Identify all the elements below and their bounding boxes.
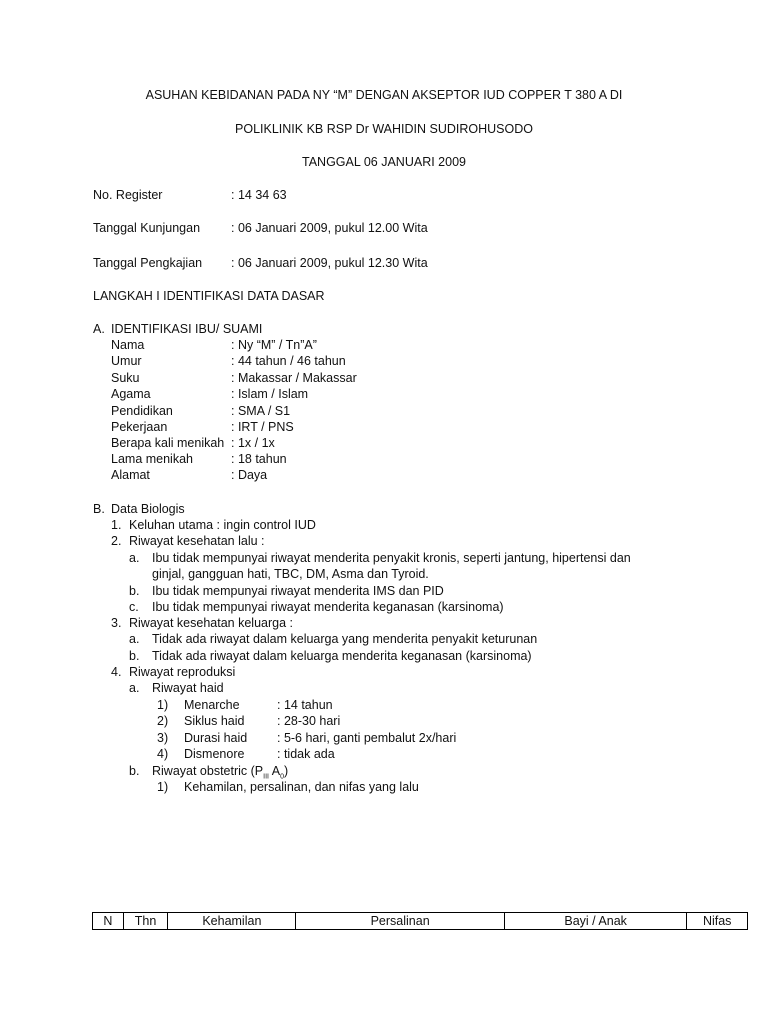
table-header-cell: Persalinan	[296, 913, 505, 930]
identity-label: Alamat	[111, 468, 150, 482]
step-title: LANGKAH I IDENTIFIKASI DATA DASAR	[93, 289, 325, 303]
list-number: 1)	[157, 780, 169, 794]
list-number: 3)	[157, 731, 169, 745]
menstrual-label: Durasi haid	[184, 731, 248, 745]
obstetric-para-subscript: III	[263, 773, 269, 781]
family-health-heading: Riwayat kesehatan keluarga :	[129, 616, 293, 630]
table-header-row	[93, 913, 748, 930]
identity-value: : 44 tahun / 46 tahun	[231, 354, 346, 368]
register-value: : 14 34 63	[231, 188, 287, 202]
family-health-item: Tidak ada riwayat dalam keluarga menderita keganasan (karsinoma)	[152, 649, 532, 663]
family-health-item: Tidak ada riwayat dalam keluarga yang menderita penyakit keturunan	[152, 632, 538, 646]
past-health-item: Ibu tidak mempunyai riwayat menderita penyakit kronis, seperti jantung, hipertensi dan	[152, 551, 631, 565]
menstrual-label: Siklus haid	[184, 714, 245, 728]
section-b-title: Data Biologis	[111, 502, 185, 516]
menstrual-value: : 5-6 hari, ganti pembalut 2x/hari	[277, 731, 457, 745]
sub-marker: b.	[129, 649, 140, 663]
main-complaint: Keluhan utama : ingin control IUD	[129, 518, 316, 532]
menstrual-value: : 14 tahun	[277, 698, 333, 712]
identity-label: Umur	[111, 354, 142, 368]
section-a-marker: A.	[93, 322, 105, 336]
sub-marker: a.	[129, 551, 140, 565]
section-a-title: IDENTIFIKASI IBU/ SUAMI	[111, 322, 263, 336]
table-header-cell: Nifas	[687, 913, 748, 930]
section-b-marker: B.	[93, 502, 105, 516]
past-health-item: Ibu tidak mempunyai riwayat menderita keganasan (karsinoma)	[152, 600, 504, 614]
table-header-cell: Kehamilan	[168, 913, 296, 930]
identity-value: : Islam / Islam	[231, 387, 309, 401]
past-health-item: Ibu tidak mempunyai riwayat menderita IMS dan PID	[152, 584, 444, 598]
obstetric-subitem: Kehamilan, persalinan, dan nifas yang lalu	[184, 780, 419, 794]
obstetric-text-post: )	[284, 764, 289, 778]
identity-label: Berapa kali menikah	[111, 436, 225, 450]
obstetric-text-mid: A	[269, 764, 281, 778]
identity-label: Lama menikah	[111, 452, 193, 466]
list-number: 2)	[157, 714, 169, 728]
register-label: No. Register	[93, 188, 163, 202]
menstrual-value: : tidak ada	[277, 747, 335, 761]
identity-value: : SMA / S1	[231, 404, 291, 418]
identity-value: : Daya	[231, 468, 268, 482]
assessment-date-label: Tanggal Pengkajian	[93, 256, 203, 270]
document-title-line-2: POLIKLINIK KB RSP Dr WAHIDIN SUDIROHUSODO	[235, 122, 533, 136]
identity-label: Pendidikan	[111, 404, 173, 418]
table-header-cell: Thn	[123, 913, 168, 930]
reproductive-history-heading: Riwayat reproduksi	[129, 665, 236, 679]
document-title-line-1: ASUHAN KEBIDANAN PADA NY “M” DENGAN AKSEPTOR IUD COPPER T 380 A DI	[145, 88, 623, 102]
past-health-item-continued: ginjal, gangguan hati, TBC, DM, Asma dan Tyroid.	[152, 567, 429, 581]
identity-value: : Ny “M” / Tn”A”	[231, 338, 317, 352]
past-health-heading: Riwayat kesehatan lalu :	[129, 534, 265, 548]
menstrual-value: : 28-30 hari	[277, 714, 341, 728]
menstrual-label: Dismenore	[184, 747, 245, 761]
visit-date-value: : 06 Januari 2009, pukul 12.00 Wita	[231, 221, 428, 235]
list-number: 2.	[111, 534, 122, 548]
table-header-cell: N	[93, 913, 124, 930]
obstetric-history-table	[92, 912, 748, 930]
table-header-cell: Bayi / Anak	[504, 913, 687, 930]
sub-marker: a.	[129, 681, 140, 695]
identity-label: Nama	[111, 338, 145, 352]
list-number: 3.	[111, 616, 122, 630]
identity-label: Suku	[111, 371, 140, 385]
identity-value: : Makassar / Makassar	[231, 371, 357, 385]
document-title-line-3: TANGGAL 06 JANUARI 2009	[302, 155, 466, 169]
list-number: 4.	[111, 665, 122, 679]
obstetric-text-pre: Riwayat obstetric (P	[152, 764, 264, 778]
list-number: 4)	[157, 747, 169, 761]
sub-marker: c.	[129, 600, 139, 614]
obstetric-history-heading	[152, 764, 288, 781]
identity-label: Pekerjaan	[111, 420, 168, 434]
obstetric-abortus-subscript: 0	[280, 773, 285, 781]
visit-date-label: Tanggal Kunjungan	[93, 221, 201, 235]
identity-value: : 1x / 1x	[231, 436, 275, 450]
list-number: 1)	[157, 698, 169, 712]
identity-value: : IRT / PNS	[231, 420, 294, 434]
identity-label: Agama	[111, 387, 151, 401]
sub-marker: b.	[129, 584, 140, 598]
menstrual-label: Menarche	[184, 698, 240, 712]
list-number: 1.	[111, 518, 122, 532]
sub-marker: b.	[129, 764, 140, 778]
identity-value: : 18 tahun	[231, 452, 287, 466]
menstrual-history-heading: Riwayat haid	[152, 681, 224, 695]
assessment-date-value: : 06 Januari 2009, pukul 12.30 Wita	[231, 256, 428, 270]
sub-marker: a.	[129, 632, 140, 646]
